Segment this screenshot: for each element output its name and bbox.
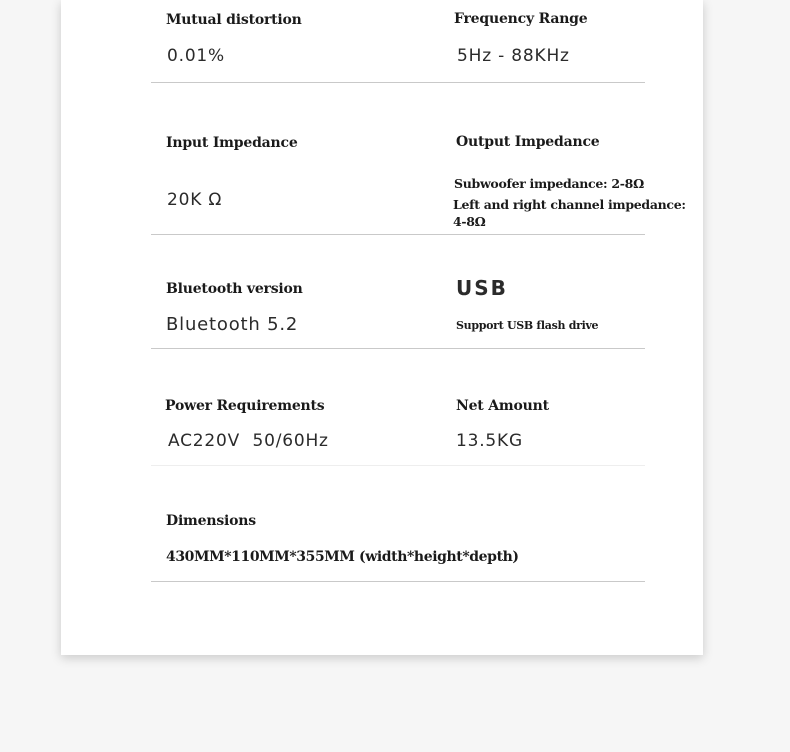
output-impedance-lr-channel: Left and right channel impedance: [453, 197, 686, 212]
power-requirements-value: AC220V 50/60Hz [168, 431, 329, 451]
input-impedance-label: Input Impedance [166, 135, 298, 151]
input-impedance-value: 20K Ω [167, 190, 223, 210]
frequency-range-value: 5Hz - 88KHz [457, 46, 570, 66]
net-amount-value: 13.5KG [456, 431, 523, 451]
usb-label: USB [456, 276, 508, 300]
dimensions-label: Dimensions [166, 513, 256, 529]
dimensions-value: 430MM*110MM*355MM (width*height*depth) [166, 549, 519, 565]
frequency-range-label: Frequency Range [454, 11, 588, 27]
mutual-distortion-label: Mutual distortion [166, 12, 302, 28]
power-requirements-label: Power Requirements [165, 398, 325, 414]
output-impedance-lr-value: 4-8Ω [453, 214, 486, 229]
bluetooth-label: Bluetooth version [166, 281, 303, 297]
divider [151, 465, 645, 466]
divider [151, 581, 645, 582]
usb-note: Support USB flash drive [456, 319, 599, 332]
divider [151, 348, 645, 349]
output-impedance-label: Output Impedance [456, 134, 600, 150]
bluetooth-value: Bluetooth 5.2 [166, 314, 299, 335]
spec-sheet [61, 0, 703, 655]
divider [151, 82, 645, 83]
net-amount-label: Net Amount [456, 398, 549, 414]
output-impedance-subwoofer: Subwoofer impedance: 2-8Ω [454, 176, 644, 191]
mutual-distortion-value: 0.01% [167, 46, 226, 66]
divider [151, 234, 645, 235]
